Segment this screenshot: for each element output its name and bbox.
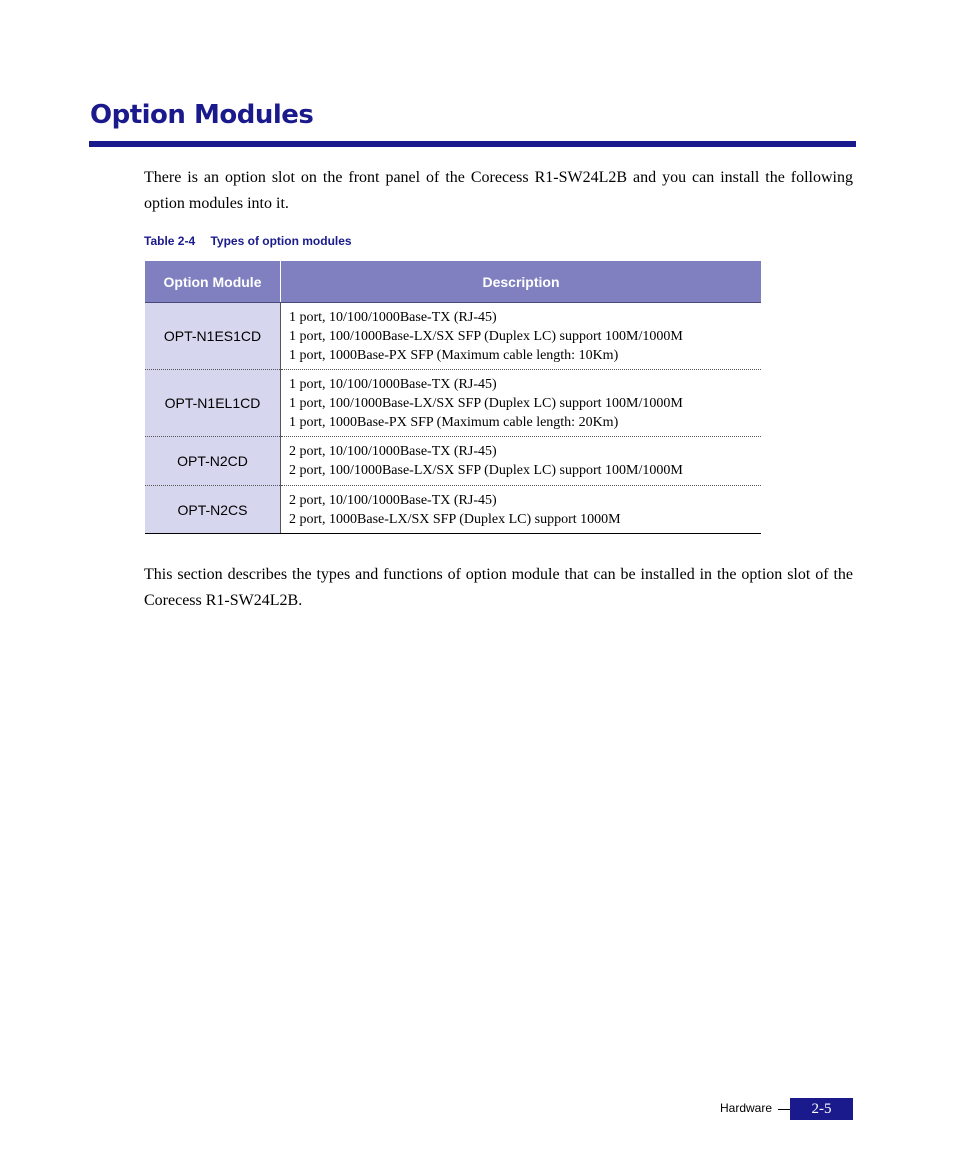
- description-cell: [281, 303, 762, 370]
- description-line: 2 port, 1000Base-LX/SX SFP (Duplex LC) support 1000M: [289, 511, 621, 527]
- description-line: 1 port, 100/1000Base-LX/SX SFP (Duplex LC) support 100M/1000M: [289, 395, 683, 411]
- footer-divider: [778, 1109, 790, 1110]
- page-number: 2-5: [790, 1098, 853, 1120]
- table-row: [145, 486, 761, 534]
- description-line: 2 port, 10/100/1000Base-TX (RJ-45): [289, 492, 497, 508]
- module-cell: OPT-N1ES1CD: [145, 303, 281, 370]
- description-line: 2 port, 10/100/1000Base-TX (RJ-45): [289, 444, 497, 459]
- description-cell: [281, 486, 762, 534]
- closing-paragraph: This section describes the types and functions of option module that can be installed in the option slot of the Corecess R1-SW24L2B.: [144, 566, 853, 609]
- option-modules-table: [145, 261, 761, 534]
- table-header-row: [145, 261, 761, 303]
- title-rule: [89, 141, 856, 147]
- table-row: [145, 437, 761, 486]
- description-cell: [281, 370, 762, 437]
- description-line: 2 port, 100/1000Base-LX/SX SFP (Duplex LC) support 100M/1000M: [289, 463, 683, 478]
- table-row: [145, 303, 761, 370]
- header-option-module: Option Module: [145, 261, 281, 303]
- description-line: 1 port, 1000Base-PX SFP (Maximum cable length: 20Km): [289, 414, 619, 430]
- description-line: 1 port, 10/100/1000Base-TX (RJ-45): [289, 376, 497, 392]
- description-line: 1 port, 100/1000Base-LX/SX SFP (Duplex LC) support 100M/1000M: [289, 328, 683, 344]
- module-cell: OPT-N2CS: [145, 486, 281, 534]
- page-title: Option Modules: [90, 100, 314, 130]
- module-cell: OPT-N2CD: [145, 437, 281, 486]
- intro-paragraph: There is an option slot on the front panel of the Corecess R1-SW24L2B and you can install the following option modules into it.: [144, 169, 853, 212]
- description-line: 1 port, 10/100/1000Base-TX (RJ-45): [289, 309, 497, 325]
- footer-section-label: Hardware: [720, 1101, 773, 1115]
- table-caption: [144, 234, 352, 248]
- table-caption-title: Types of option modules: [210, 234, 352, 248]
- table-row: [145, 370, 761, 437]
- module-cell: OPT-N1EL1CD: [145, 370, 281, 437]
- table-caption-number: Table 2-4: [144, 234, 196, 248]
- header-description: Description: [281, 261, 762, 303]
- description-cell: [281, 437, 762, 486]
- description-line: 1 port, 1000Base-PX SFP (Maximum cable length: 10Km): [289, 347, 619, 363]
